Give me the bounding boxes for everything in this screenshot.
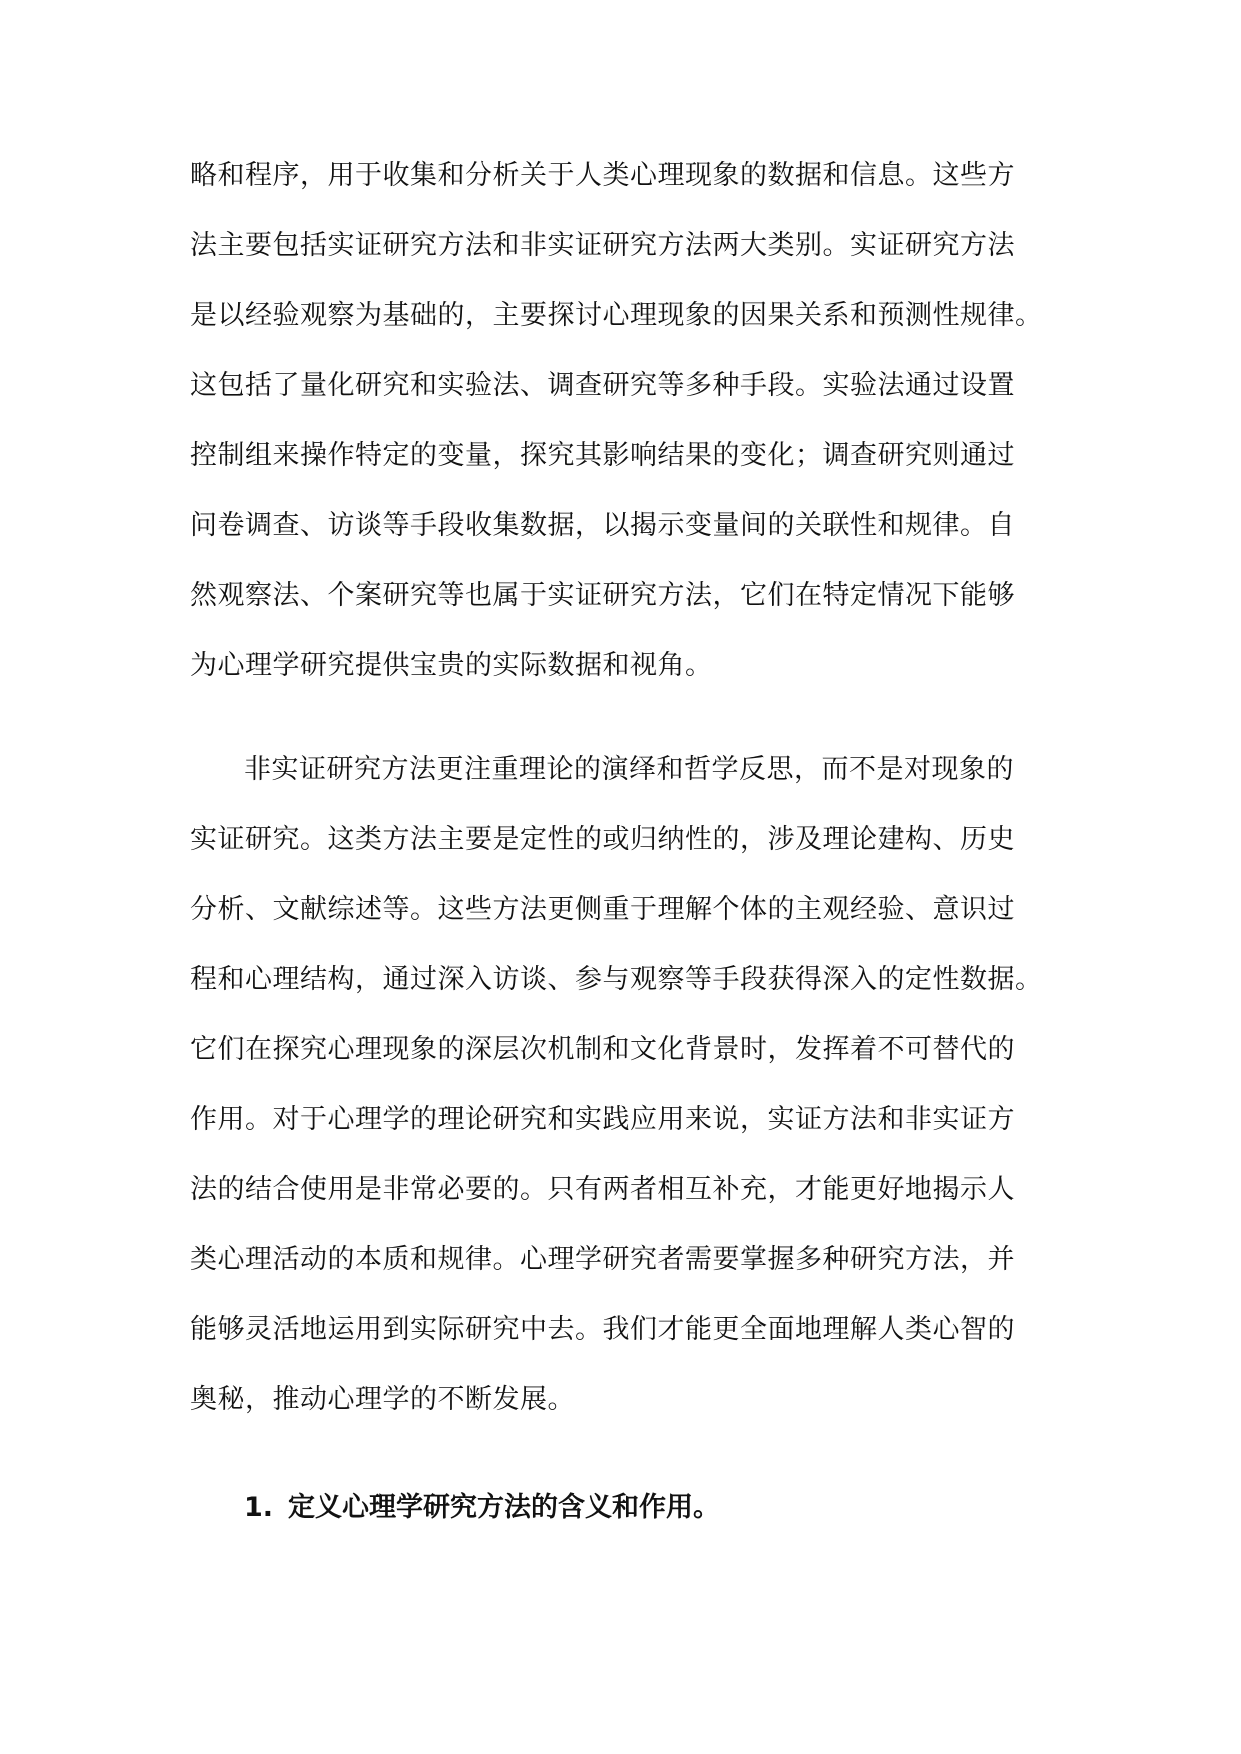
paragraph-line: 非实证研究方法更注重理论的演绎和哲学反思，而不是对现象的 — [244, 754, 1014, 785]
paragraph-line: 它们在探究心理现象的深层次机制和文化背景时，发挥着不可替代的 — [190, 1034, 1015, 1065]
paragraph-line: 法的结合使用是非常必要的。只有两者相互补充，才能更好地揭示人 — [190, 1174, 1015, 1205]
paragraph-line: 这包括了量化研究和实验法、调查研究等多种手段。实验法通过设置 — [190, 370, 1015, 401]
paragraph-line: 是以经验观察为基础的，主要探讨心理现象的因果关系和预测性规律。 — [190, 300, 1043, 331]
paragraph-line: 作用。对于心理学的理论研究和实践应用来说，实证方法和非实证方 — [190, 1104, 1015, 1135]
paragraph-line: 控制组来操作特定的变量，探究其影响结果的变化；调查研究则通过 — [190, 440, 1015, 471]
paragraph-line: 法主要包括实证研究方法和非实证研究方法两大类别。实证研究方法 — [190, 230, 1015, 261]
paragraph-line: 实证研究。这类方法主要是定性的或归纳性的，涉及理论建构、历史 — [190, 824, 1015, 855]
paragraph-line: 然观察法、个案研究等也属于实证研究方法，它们在特定情况下能够 — [190, 580, 1015, 611]
heading-number: 1. — [244, 1492, 274, 1523]
paragraph-line: 略和程序，用于收集和分析关于人类心理现象的数据和信息。这些方 — [190, 160, 1015, 191]
paragraph-line: 程和心理结构，通过深入访谈、参与观察等手段获得深入的定性数据。 — [190, 964, 1043, 995]
paragraph-line: 为心理学研究提供宝贵的实际数据和视角。 — [190, 650, 713, 681]
heading-text: 定义心理学研究方法的含义和作用。 — [288, 1492, 720, 1523]
paragraph-line: 类心理活动的本质和规律。心理学研究者需要掌握多种研究方法，并 — [190, 1244, 1015, 1275]
paragraph-line: 问卷调查、访谈等手段收集数据，以揭示变量间的关联性和规律。自 — [190, 510, 1015, 541]
paragraph-line: 分析、文献综述等。这些方法更侧重于理解个体的主观经验、意识过 — [190, 894, 1015, 925]
paragraph-line: 能够灵活地运用到实际研究中去。我们才能更全面地理解人类心智的 — [190, 1314, 1015, 1345]
paragraph-line: 奥秘，推动心理学的不断发展。 — [190, 1384, 575, 1415]
section-heading — [244, 1488, 720, 1528]
